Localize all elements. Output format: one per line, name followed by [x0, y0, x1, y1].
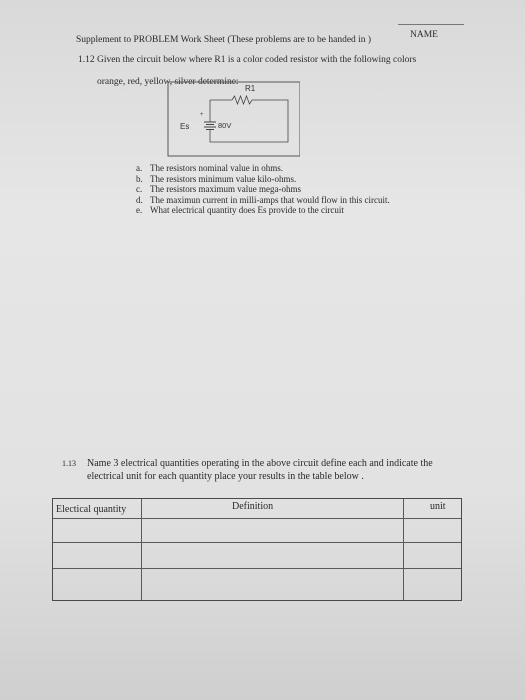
table-cell[interactable] [404, 569, 461, 600]
option-text: The resistors minimum value kilo-ohms. [150, 173, 297, 184]
circuit-diagram [160, 80, 300, 158]
problem-1-13-number: 1.13 [62, 459, 76, 468]
option-text: What electrical quantity does Es provide to the circuit [150, 205, 344, 215]
option-letter: d. [136, 194, 143, 205]
problem-1-13-line-2: electrical unit for each quantity place your results in the table below . [87, 471, 364, 482]
table-header-quantity-cell [53, 499, 142, 519]
table-header-quantity: Electical quantity [56, 504, 127, 515]
option-text: The maximun current in milli-amps that would flow in this circuit. [150, 194, 390, 205]
table-cell[interactable] [404, 519, 461, 543]
table-header-unit-cell [404, 499, 461, 519]
option-letter: e. [136, 205, 143, 215]
name-underline [398, 24, 464, 25]
worksheet-header-title: Supplement to PROBLEM Work Sheet (These problems are to be handed in ) [76, 35, 372, 45]
problem-1-12-line-1: 1.12 Given the circuit below where R1 is a color coded resistor with the following colors [78, 55, 417, 65]
option-letter: c. [136, 184, 143, 194]
source-value: 80V [218, 121, 232, 130]
option-text: The resistors maximum value mega-ohms [150, 184, 301, 194]
resistor-r1-symbol [232, 96, 252, 104]
circuit-wire-bottom [210, 130, 218, 142]
answer-table [52, 498, 462, 601]
battery-plus-sign: + [200, 112, 204, 118]
option-letter: b. [136, 173, 143, 184]
circuit-frame [168, 82, 300, 156]
name-label: NAME [410, 30, 438, 40]
table-cell[interactable] [142, 519, 404, 543]
table-cell[interactable] [142, 543, 404, 569]
resistor-label: R1 [245, 84, 256, 93]
table-header-definition: Definition [232, 501, 274, 512]
problem-1-13-line-1: Name 3 electrical quantities operating in the above circuit define each and indicate the [87, 458, 433, 469]
table-cell[interactable] [53, 543, 142, 569]
table-cell[interactable] [53, 569, 142, 600]
source-label: Es [180, 122, 190, 131]
problem-1-12-line-2: orange, red, yellow, silver determine: [97, 77, 239, 87]
table-cell[interactable] [53, 519, 142, 543]
option-letter: a. [136, 163, 143, 173]
table-cell[interactable] [142, 569, 404, 600]
option-text: The resistors nominal value in ohms. [150, 163, 283, 173]
table-cell[interactable] [404, 543, 461, 569]
table-header-definition-cell [142, 499, 404, 519]
table-header-unit: unit [430, 501, 446, 512]
